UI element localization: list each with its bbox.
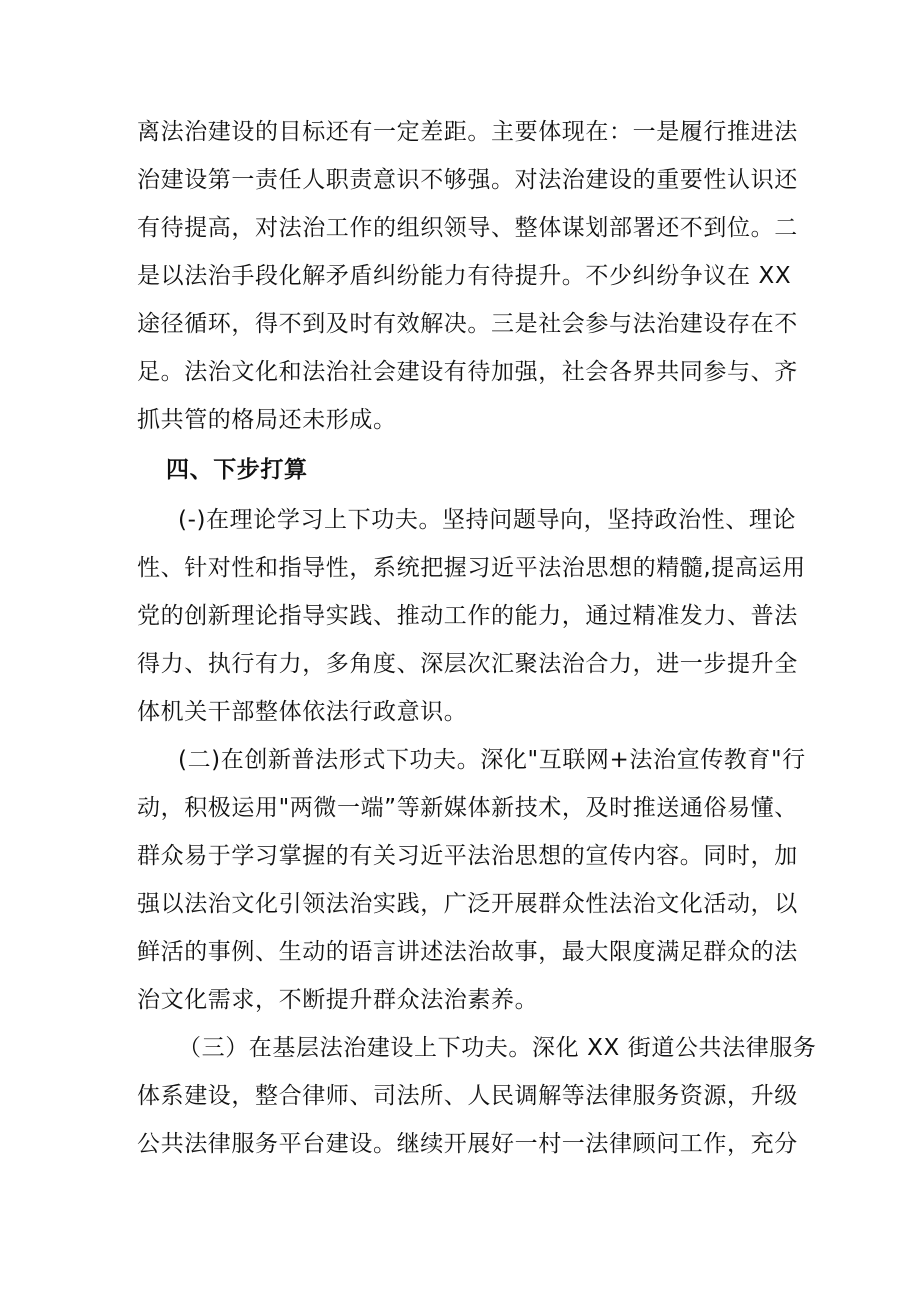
paragraph-3-line: 公共法律服务平台建设。继续开展好一村一法律顾问工作，充分 <box>137 1131 798 1157</box>
paragraph-1-line: (-)在理论学习上下功夫。坚持问题导向，坚持政治性、理论 <box>178 507 797 533</box>
body-line: 治建设第一责任人职责意识不够强。对法治建设的重要性认识还 <box>137 167 798 193</box>
body-line: 抓共管的格局还未形成。 <box>137 407 397 433</box>
paragraph-1-line: 党的创新理论指导实践、推动工作的能力，通过精准发力、普法 <box>137 603 798 629</box>
paragraph-3-line: 体系建设，整合律师、司法所、人民调解等法律服务资源，升级 <box>137 1083 798 1109</box>
paragraph-1-line: 体机关干部整体依法行政意识。 <box>137 699 468 725</box>
paragraph-1-line: 性、针对性和指导性，系统把握习近平法治思想的精髓,提高运用 <box>137 555 806 581</box>
paragraph-2-line: 群众易于学习掌握的有关习近平法治思想的宣传内容。同时，加 <box>137 843 798 869</box>
paragraph-2-line: 治文化需求，不断提升群众法治素养。 <box>137 987 539 1013</box>
body-line: 途径循环，得不到及时有效解决。三是社会参与法治建设存在不 <box>137 311 798 337</box>
body-line: 离法治建设的目标还有一定差距。主要体现在：一是履行推进法 <box>137 119 798 145</box>
paragraph-2-line: 强以法治文化引领法治实践，广泛开展群众性法治文化活动，以 <box>137 891 798 917</box>
paragraph-2-line: (二)在创新普法形式下功夫。深化"互联网+法治宣传教育"行 <box>178 747 806 773</box>
section-heading: 四、下步打算 <box>166 457 308 483</box>
paragraph-1-line: 得力、执行有力，多角度、深层次汇聚法治合力，进一步提升全 <box>137 651 798 677</box>
paragraph-2-line: 动，积极运用"两微一端”等新媒体新技术，及时推送通俗易懂、 <box>137 795 798 821</box>
body-line: 有待提高，对法治工作的组织领导、整体谋划部署还不到位。二 <box>137 215 798 241</box>
paragraph-2-line: 鲜活的事例、生动的语言讲述法治故事，最大限度满足群众的法 <box>137 939 798 965</box>
body-line: 是以法治手段化解矛盾纠纷能力有待提升。不少纠纷争议在 XX <box>137 263 792 289</box>
body-line: 足。法治文化和法治社会建设有待加强，社会各界共同参与、齐 <box>137 359 798 385</box>
paragraph-3-line: （三）在基层法治建设上下功夫。深化 XX 街道公共法律服务 <box>178 1035 817 1061</box>
